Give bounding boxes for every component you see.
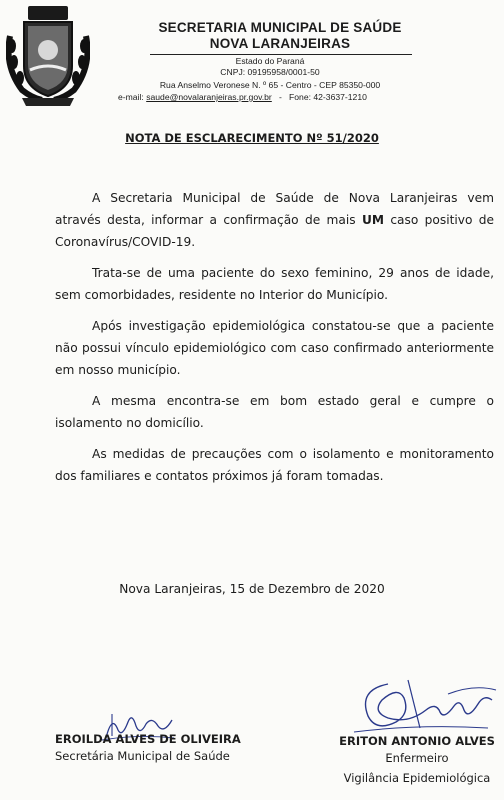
header-address: Rua Anselmo Veronese N. º 65 - Centro - CEP 85350-000 xyxy=(159,80,381,90)
header-title-line2: NOVA LARANJEIRAS xyxy=(209,36,351,51)
email-label: e-mail: xyxy=(118,92,144,102)
municipal-coat-of-arms xyxy=(6,6,90,108)
signature-left-block xyxy=(55,732,255,766)
signer-left-role: Secretária Municipal de Saúde xyxy=(55,749,230,763)
document-body xyxy=(55,187,494,496)
signer-right-department: Vigilância Epidemiológica xyxy=(343,771,491,785)
document-title: NOTA DE ESCLARECIMENTO Nº 51/2020 xyxy=(125,131,379,145)
email-link[interactable]: saude@novalaranjeiras.pr.gov.br xyxy=(146,92,272,102)
header-divider xyxy=(150,54,412,55)
header-title-line1: SECRETARIA MUNICIPAL DE SAÚDE xyxy=(158,20,402,35)
signer-right-name: ERITON ANTONIO ALVES xyxy=(339,734,495,748)
paragraph-5: As medidas de precauções com o isolamento e monitoramento dos familiares e contatos próximos já foram tomadas. xyxy=(55,447,494,483)
header-contact-row xyxy=(118,92,458,102)
signer-right-role: Enfermeiro xyxy=(385,751,449,765)
signer-left-name: EROILDA ALVES DE OLIVEIRA xyxy=(55,732,241,746)
phone-number: Fone: 42-3637-1210 xyxy=(289,92,367,102)
paragraph-2: Trata-se de uma paciente do sexo feminino, 29 anos de idade, sem comorbidades, residente no Interior do Município. xyxy=(55,266,494,302)
header-state: Estado do Paraná xyxy=(235,56,305,66)
paragraph-1-bold: UM xyxy=(361,213,384,227)
right-handwritten-signature xyxy=(348,676,498,738)
paragraph-1 xyxy=(55,187,494,253)
paragraph-4: A mesma encontra-se em bom estado geral e cumpre o isolamento no domicílio. xyxy=(55,394,494,430)
signature-right-block xyxy=(332,734,502,788)
paragraph-1-text-a: A Secretaria Municipal de Saúde de Nova Laranjeiras vem através desta, informar a confirmação de mais xyxy=(55,191,494,227)
paragraph-3: Após investigação epidemiológica constatou-se que a paciente não possui vínculo epidemiológico com caso confirmado anteriormente em nosso município. xyxy=(55,319,494,377)
contact-separator: - xyxy=(278,92,282,102)
letterhead xyxy=(0,0,504,110)
header-cnpj: CNPJ: 09195958/0001-50 xyxy=(220,67,320,77)
paragraph-1-text-b: caso positivo de Coronavírus/COVID-19. xyxy=(55,213,494,249)
document-date: Nova Laranjeiras, 15 de Dezembro de 2020 xyxy=(119,582,385,596)
